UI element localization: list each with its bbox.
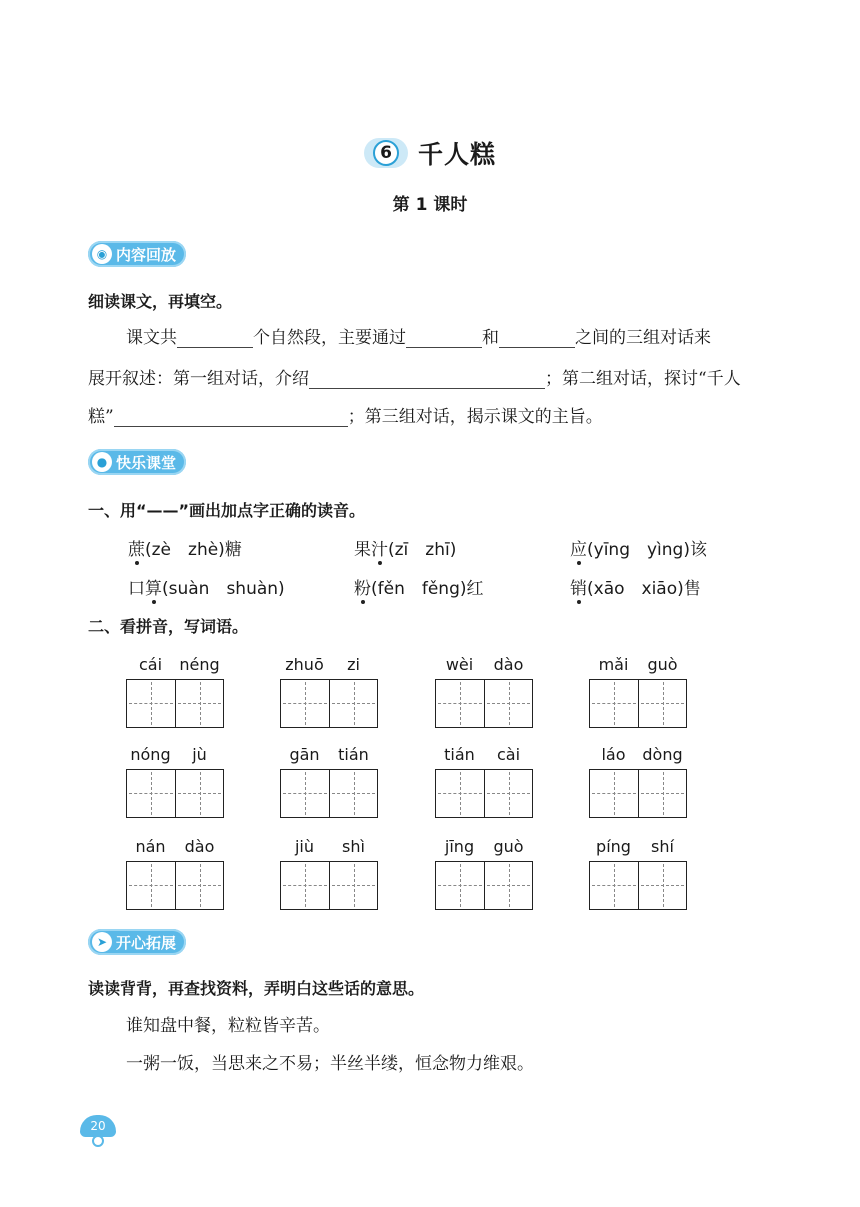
tian-grid-cell[interactable] bbox=[329, 862, 377, 909]
pinyin-choices[interactable]: (zī zhī) bbox=[388, 540, 457, 560]
character-boxes bbox=[126, 679, 224, 728]
pinyin-choices[interactable]: (yīng yìng) bbox=[587, 540, 690, 560]
tian-grid-cell[interactable] bbox=[127, 862, 175, 909]
tian-grid-cell[interactable] bbox=[638, 862, 686, 909]
blank-field[interactable] bbox=[406, 329, 482, 348]
text: 红 bbox=[466, 579, 484, 599]
pinyin-option bbox=[354, 574, 484, 599]
instruction-recite: 读读背背，再查找资料，弄明白这些话的意思。 bbox=[88, 979, 425, 998]
pinyin-choices[interactable]: (zè zhè) bbox=[145, 540, 225, 560]
poem-line-2: 一粥一饭，当思来之不易；半丝半缕，恒念物力维艰。 bbox=[126, 1054, 534, 1074]
blank-field[interactable] bbox=[499, 329, 575, 348]
blank-field[interactable] bbox=[177, 329, 253, 348]
tian-grid-cell[interactable] bbox=[484, 770, 532, 817]
dotted-char: 粉 bbox=[354, 574, 371, 599]
mushroom-icon bbox=[92, 1135, 104, 1147]
pinyin-syllable: wèi bbox=[445, 655, 474, 674]
lesson-subtitle: 第 1 课时 bbox=[392, 195, 468, 215]
pinyin-syllable: nán bbox=[135, 837, 166, 856]
text: 糖 bbox=[224, 540, 242, 560]
pinyin-syllable: cái bbox=[138, 655, 163, 674]
pinyin-syllable: guò bbox=[647, 655, 678, 674]
rocket-icon: ➤ bbox=[92, 932, 112, 952]
pinyin-syllable: shì bbox=[342, 837, 365, 856]
section-pill-extension bbox=[88, 929, 186, 955]
lesson-title: 千人糕 bbox=[417, 140, 496, 169]
tian-grid-cell[interactable] bbox=[175, 770, 223, 817]
text: 口 bbox=[128, 579, 145, 599]
character-boxes bbox=[126, 861, 224, 910]
pinyin-syllable: dào bbox=[493, 655, 524, 674]
tian-grid-cell[interactable] bbox=[175, 862, 223, 909]
tian-grid-cell[interactable] bbox=[590, 862, 638, 909]
dotted-char: 应 bbox=[570, 535, 587, 560]
section-label: 快乐课堂 bbox=[116, 453, 177, 472]
text: 展开叙述：第一组对话，介绍 bbox=[88, 369, 309, 389]
dotted-char: 汁 bbox=[371, 535, 388, 560]
pinyin-syllable: néng bbox=[179, 655, 220, 674]
pinyin-syllable: dào bbox=[184, 837, 215, 856]
pinyin-option bbox=[128, 574, 285, 599]
character-boxes bbox=[280, 769, 378, 818]
pinyin-syllable: jù bbox=[192, 745, 207, 764]
tian-grid-cell[interactable] bbox=[484, 862, 532, 909]
pinyin-syllable: dòng bbox=[642, 745, 683, 764]
tian-grid-cell[interactable] bbox=[127, 770, 175, 817]
tian-grid-cell[interactable] bbox=[175, 680, 223, 727]
tian-grid-cell[interactable] bbox=[436, 770, 484, 817]
section-pill-classroom bbox=[88, 449, 186, 475]
lesson-header bbox=[0, 133, 860, 173]
globe-icon: ● bbox=[92, 452, 112, 472]
text: 之间的三组对话来 bbox=[575, 328, 711, 348]
tian-grid-cell[interactable] bbox=[127, 680, 175, 727]
pinyin-syllable: zhuō bbox=[285, 655, 324, 674]
pinyin-syllable: jiù bbox=[294, 837, 315, 856]
tian-grid-cell[interactable] bbox=[484, 680, 532, 727]
blank-field[interactable] bbox=[114, 408, 348, 427]
text: ；第三组对话，揭示课文的主旨。 bbox=[347, 407, 603, 427]
tian-grid-cell[interactable] bbox=[638, 770, 686, 817]
dotted-char: 销 bbox=[570, 574, 587, 599]
tian-grid-cell[interactable] bbox=[281, 770, 329, 817]
character-boxes bbox=[589, 861, 687, 910]
pinyin-choices[interactable]: (suàn shuàn) bbox=[162, 579, 285, 599]
character-boxes bbox=[435, 679, 533, 728]
pinyin-choices[interactable]: (xāo xiāo) bbox=[587, 579, 684, 599]
text: 果 bbox=[354, 540, 371, 560]
text: 个自然段，主要通过 bbox=[253, 328, 406, 348]
pinyin-syllable: nóng bbox=[130, 745, 171, 764]
pinyin-syllable: mǎi bbox=[598, 655, 629, 674]
pinyin-syllable: píng bbox=[596, 837, 631, 856]
tian-grid-cell[interactable] bbox=[329, 770, 377, 817]
character-boxes bbox=[126, 769, 224, 818]
character-boxes bbox=[280, 679, 378, 728]
section-label: 内容回放 bbox=[116, 245, 177, 264]
ufo-icon: ◉ bbox=[92, 244, 112, 264]
pinyin-option bbox=[354, 535, 456, 560]
pinyin-syllable: gān bbox=[289, 745, 320, 764]
pinyin-syllable: zi bbox=[347, 655, 360, 674]
pinyin-syllable: tián bbox=[338, 745, 369, 764]
text: 该 bbox=[689, 540, 707, 560]
text: ；第二组对话，探讨“千人 bbox=[545, 369, 741, 389]
section-label: 开心拓展 bbox=[116, 933, 177, 952]
character-boxes bbox=[589, 769, 687, 818]
pinyin-option bbox=[570, 535, 707, 560]
blank-field[interactable] bbox=[309, 370, 545, 389]
character-boxes bbox=[435, 769, 533, 818]
pinyin-choices[interactable]: (fěn fěng) bbox=[371, 579, 467, 599]
text: 售 bbox=[683, 579, 701, 599]
dotted-char: 蔗 bbox=[128, 535, 145, 560]
text: 和 bbox=[482, 328, 499, 348]
tian-grid-cell[interactable] bbox=[281, 680, 329, 727]
character-boxes bbox=[589, 679, 687, 728]
question-1: 一、用“——”画出加点字正确的读音。 bbox=[88, 501, 366, 520]
paragraph-line-1 bbox=[126, 328, 711, 348]
tian-grid-cell[interactable] bbox=[590, 770, 638, 817]
tian-grid-cell[interactable] bbox=[329, 680, 377, 727]
tian-grid-cell[interactable] bbox=[281, 862, 329, 909]
pinyin-syllable: cài bbox=[496, 745, 521, 764]
character-boxes bbox=[435, 861, 533, 910]
question-2: 二、看拼音，写词语。 bbox=[88, 617, 249, 636]
tian-grid-cell[interactable] bbox=[436, 680, 484, 727]
instruction-fill-blank: 细读课文，再填空。 bbox=[88, 292, 233, 311]
paragraph-line-2 bbox=[88, 369, 741, 389]
lesson-number-badge bbox=[364, 138, 408, 168]
text: 糕” bbox=[88, 407, 114, 427]
paragraph-line-3 bbox=[88, 407, 603, 427]
pinyin-option bbox=[570, 574, 701, 599]
text: 课文共 bbox=[126, 328, 177, 348]
lesson-number: 6 bbox=[373, 140, 399, 166]
tian-grid-cell[interactable] bbox=[638, 680, 686, 727]
section-pill-review bbox=[88, 241, 186, 267]
pinyin-syllable: jīng bbox=[444, 837, 475, 856]
page-number: 20 bbox=[80, 1115, 116, 1137]
pinyin-syllable: guò bbox=[493, 837, 524, 856]
dotted-char: 算 bbox=[145, 574, 162, 599]
pinyin-syllable: láo bbox=[601, 745, 626, 764]
character-boxes bbox=[280, 861, 378, 910]
pinyin-syllable: tián bbox=[444, 745, 475, 764]
tian-grid-cell[interactable] bbox=[436, 862, 484, 909]
pinyin-option bbox=[128, 535, 242, 560]
poem-line-1: 谁知盘中餐，粒粒皆辛苦。 bbox=[126, 1016, 330, 1036]
tian-grid-cell[interactable] bbox=[590, 680, 638, 727]
pinyin-syllable: shí bbox=[651, 837, 674, 856]
